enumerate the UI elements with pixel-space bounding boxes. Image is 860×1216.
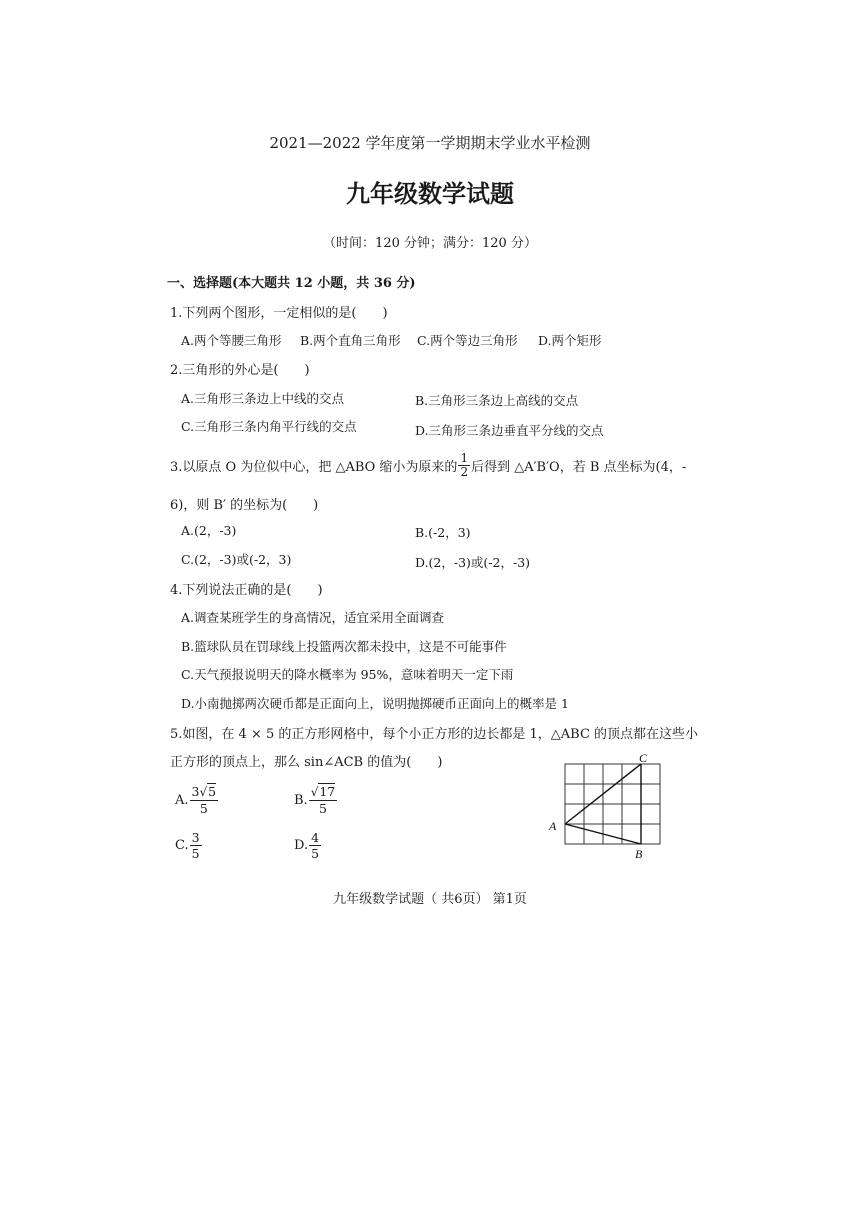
q5-option-d-denominator: 5 bbox=[311, 846, 320, 861]
vertex-label-b: B bbox=[635, 847, 643, 861]
q5-option-d-fraction bbox=[309, 830, 321, 861]
q3-option-a: A.(2，-3) bbox=[181, 523, 237, 538]
q5-option-c bbox=[175, 830, 203, 861]
sqrt-icon: √ bbox=[310, 785, 319, 799]
q2-option-c: C.三角形三条内角平行线的交点 bbox=[181, 419, 357, 434]
q5-option-a-numerator bbox=[190, 784, 219, 801]
q5-option-c-denominator: 5 bbox=[191, 846, 200, 861]
q3-fraction bbox=[458, 452, 470, 479]
q5-grid-figure bbox=[545, 752, 705, 862]
q3-fraction-numerator: 1 bbox=[460, 451, 469, 465]
q5-option-c-fraction bbox=[190, 830, 202, 861]
grid-lines bbox=[565, 764, 660, 844]
q3-stem-line2: 6)，则 B′ 的坐标为( ) bbox=[170, 498, 319, 513]
q5-option-b-fraction bbox=[309, 784, 338, 816]
q1-option-a: A.两个等腰三角形 bbox=[181, 333, 282, 348]
q5-option-a-label: A. bbox=[175, 792, 189, 808]
q5-option-c-label: C. bbox=[175, 838, 189, 853]
q2-option-d: D.三角形三条边垂直平分线的交点 bbox=[415, 423, 604, 438]
q3-fraction-denominator: 2 bbox=[460, 465, 469, 479]
sqrt-icon: √ bbox=[199, 785, 208, 799]
q5-option-a-radicand: 5 bbox=[208, 784, 217, 799]
q5-option-d bbox=[294, 830, 322, 861]
q5-option-b-denominator: 5 bbox=[318, 801, 327, 816]
q5-option-a-fraction bbox=[190, 784, 219, 816]
q4-option-a: A.调查某班学生的身高情况，适宜采用全面调查 bbox=[181, 610, 445, 625]
q5-option-d-label: D. bbox=[294, 838, 309, 853]
q5-option-b-numerator bbox=[309, 784, 338, 801]
q3-option-d: D.(2，-3)或(-2，-3) bbox=[415, 555, 531, 570]
q4-option-d: D.小南抛掷两次硬币都是正面向上，说明抛掷硬币正面向上的概率是 1 bbox=[181, 696, 569, 711]
vertex-label-a: A bbox=[549, 819, 557, 833]
q5-option-b-radicand: 17 bbox=[319, 784, 336, 799]
page-footer: 九年级数学试题（ 共6页） 第1页 bbox=[333, 892, 527, 907]
q1-option-d: D.两个矩形 bbox=[538, 333, 602, 348]
q3-stem bbox=[170, 452, 686, 479]
q4-stem: 4.下列说法正确的是( ) bbox=[170, 583, 323, 598]
q1-option-c: C.两个等边三角形 bbox=[417, 333, 518, 348]
q2-option-b: B.三角形三条边上高线的交点 bbox=[415, 393, 579, 408]
q4-option-c: C.天气预报说明天的降水概率为 95%，意味着明天一定下雨 bbox=[181, 667, 514, 682]
q5-option-a-coef: 3 bbox=[191, 784, 200, 799]
page-title: 九年级数学试题 bbox=[346, 180, 514, 208]
q2-stem: 2.三角形的外心是( ) bbox=[170, 363, 310, 378]
q1-stem: 1.下列两个图形，一定相似的是( ) bbox=[170, 306, 388, 321]
exam-meta: （时间：120 分钟；满分：120 分） bbox=[323, 236, 537, 251]
q5-option-d-numerator: 4 bbox=[311, 830, 320, 845]
q1-option-b: B.两个直角三角形 bbox=[300, 333, 401, 348]
q3-option-c: C.(2，-3)或(-2，3) bbox=[181, 552, 292, 567]
q5-option-c-numerator: 3 bbox=[191, 830, 200, 845]
q3-option-b: B.(-2，3) bbox=[415, 525, 471, 540]
q5-option-a bbox=[175, 784, 219, 816]
q2-option-a: A.三角形三条边上中线的交点 bbox=[181, 391, 345, 406]
exam-subtitle: 2021—2022 学年度第一学期期末学业水平检测 bbox=[269, 134, 591, 152]
q5-option-a-denominator: 5 bbox=[199, 801, 208, 816]
q3-stem-part1: 3.以原点 O 为位似中心，把 △ABO 缩小为原来的 bbox=[170, 460, 458, 475]
q5-stem-line1: 5.如图，在 4 × 5 的正方形网格中，每个小正方形的边长都是 1，△ABC 的顶点都在这些小 bbox=[170, 727, 699, 742]
q4-option-b: B.篮球队员在罚球线上投篮两次都未投中，这是不可能事件 bbox=[181, 639, 507, 654]
section-heading: 一、选择题(本大题共 12 小题，共 36 分) bbox=[167, 276, 416, 291]
q5-stem-line2: 正方形的顶点上，那么 sin∠ACB 的值为( ) bbox=[170, 755, 443, 770]
q5-option-b-label: B. bbox=[294, 792, 308, 808]
q3-stem-part2: 后得到 △A′B′O，若 B 点坐标为(4，- bbox=[471, 460, 687, 475]
vertex-label-c: C bbox=[639, 752, 648, 765]
q5-option-b bbox=[294, 784, 338, 816]
